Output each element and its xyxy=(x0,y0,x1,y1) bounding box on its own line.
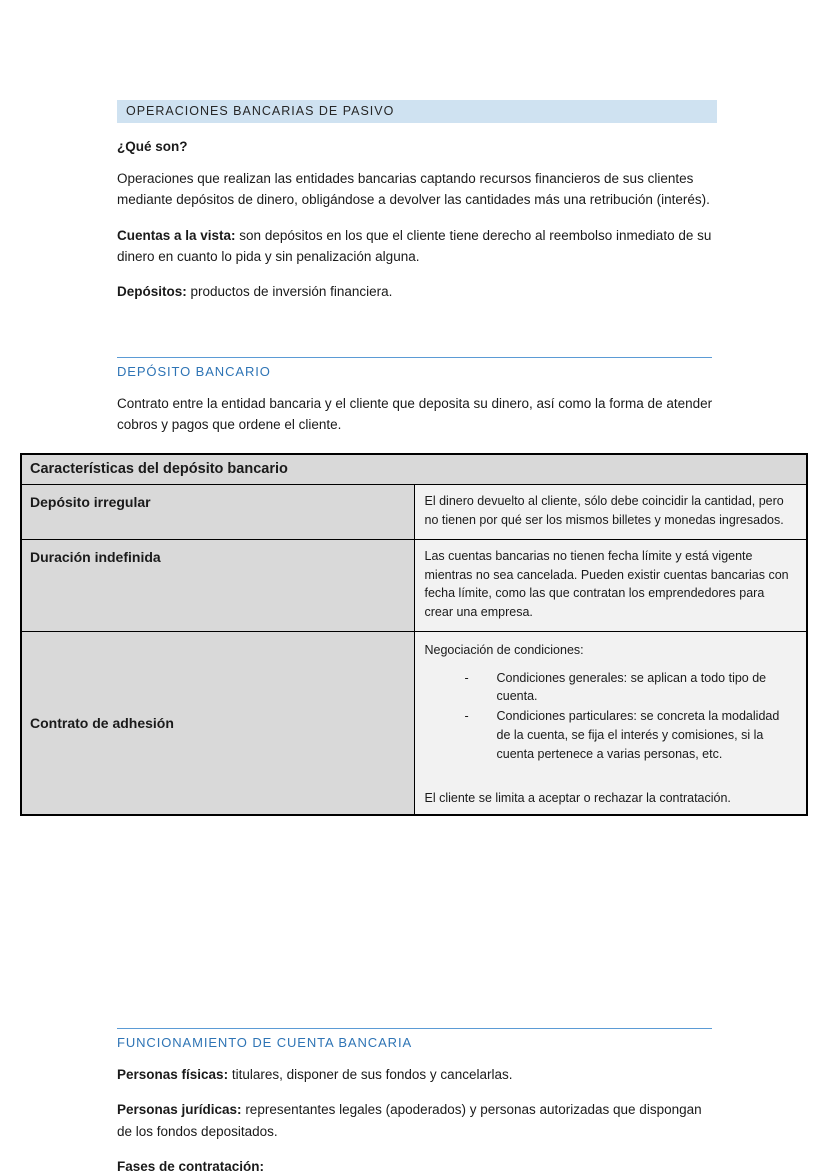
table-row xyxy=(21,485,807,540)
intro-paragraph: Operaciones que realizan las entidades bancarias captando recursos financieros de sus clientes mediante depósitos de dinero, obligándose a devolver las cantidades más una retribución (interés). xyxy=(117,171,710,208)
que-son-heading: ¿Qué son? xyxy=(117,139,188,154)
cuentas-paragraph xyxy=(117,225,717,268)
personas-juridicas-lead: Personas jurídicas: xyxy=(117,1102,242,1118)
row-content-deposito-irregular: El dinero devuelto al cliente, sólo debe coincidir la cantidad, pero no tienen por qué ser los mismos billetes y monedas ingresados. xyxy=(414,485,807,540)
depositos-text: productos de inversión financiera. xyxy=(186,284,393,300)
caracteristicas-table xyxy=(20,453,808,816)
deposito-paragraph: Contrato entre la entidad bancaria y el cliente que deposita su dinero, así como la forma de atender cobros y pagos que ordene el cliente. xyxy=(117,395,713,432)
personas-juridicas-text: representantes legales (apoderados) y personas autorizadas que dispongan de los fondos depositados. xyxy=(117,1102,702,1139)
depositos-lead: Depósitos: xyxy=(117,284,187,300)
cuentas-text: son depósitos en los que el cliente tiene derecho al reembolso inmediato de su dinero en cuanto lo pida y sin penalización alguna. xyxy=(117,227,712,264)
depositos-paragraph xyxy=(117,281,717,302)
personas-fisicas-paragraph xyxy=(117,1064,717,1085)
row-label-contrato-adhesion: Contrato de adhesión xyxy=(21,631,414,815)
bullet-item xyxy=(465,669,797,707)
deposito-bancario-heading: DEPÓSITO BANCARIO xyxy=(117,357,712,379)
bullet-dash: - xyxy=(464,670,469,685)
row-content-contrato-adhesion xyxy=(414,631,807,815)
table-header-row xyxy=(21,454,807,485)
table-title: Características del depósito bancario xyxy=(21,454,807,485)
negociacion-intro: Negociación de condiciones: xyxy=(424,642,584,657)
document-content xyxy=(30,100,789,1171)
bullet-text: Condiciones generales: se aplican a todo tipo de cuenta. xyxy=(496,670,767,704)
row-label-duracion-indefinida: Duración indefinida xyxy=(21,539,414,631)
cell-outro-text: El cliente se limita a aceptar o rechazar la contratación. xyxy=(424,791,731,806)
row-label-deposito-irregular: Depósito irregular xyxy=(21,485,414,540)
bullet-dash: - xyxy=(464,709,469,724)
table-row xyxy=(21,539,807,631)
bullet-item xyxy=(465,707,797,763)
title-banner: OPERACIONES BANCARIAS DE PASIVO xyxy=(117,100,717,123)
personas-fisicas-text: titulares, disponer de sus fondos y cancelarlas. xyxy=(228,1067,513,1083)
table-row xyxy=(21,631,807,815)
fases-contratacion-paragraph xyxy=(117,1156,717,1171)
row-content-duracion-indefinida: Las cuentas bancarias no tienen fecha límite y está vigente mientras no sea cancelada. Pueden existir cuentas bancarias con fecha límite, como las que contratan los emprendedores para crear una empresa. xyxy=(414,539,807,631)
cuentas-lead: Cuentas a la vista: xyxy=(117,227,236,243)
personas-juridicas-paragraph xyxy=(117,1099,717,1142)
personas-fisicas-lead: Personas físicas: xyxy=(117,1067,229,1083)
funcionamiento-heading: FUNCIONAMIENTO DE CUENTA BANCARIA xyxy=(117,1028,712,1050)
fases-lead: Fases de contratación: xyxy=(117,1159,265,1171)
bullet-text: Condiciones particulares: se concreta la modalidad de la cuenta, se fija el interés y comisiones, si la cuenta pertenece a varias personas, etc. xyxy=(496,709,780,761)
